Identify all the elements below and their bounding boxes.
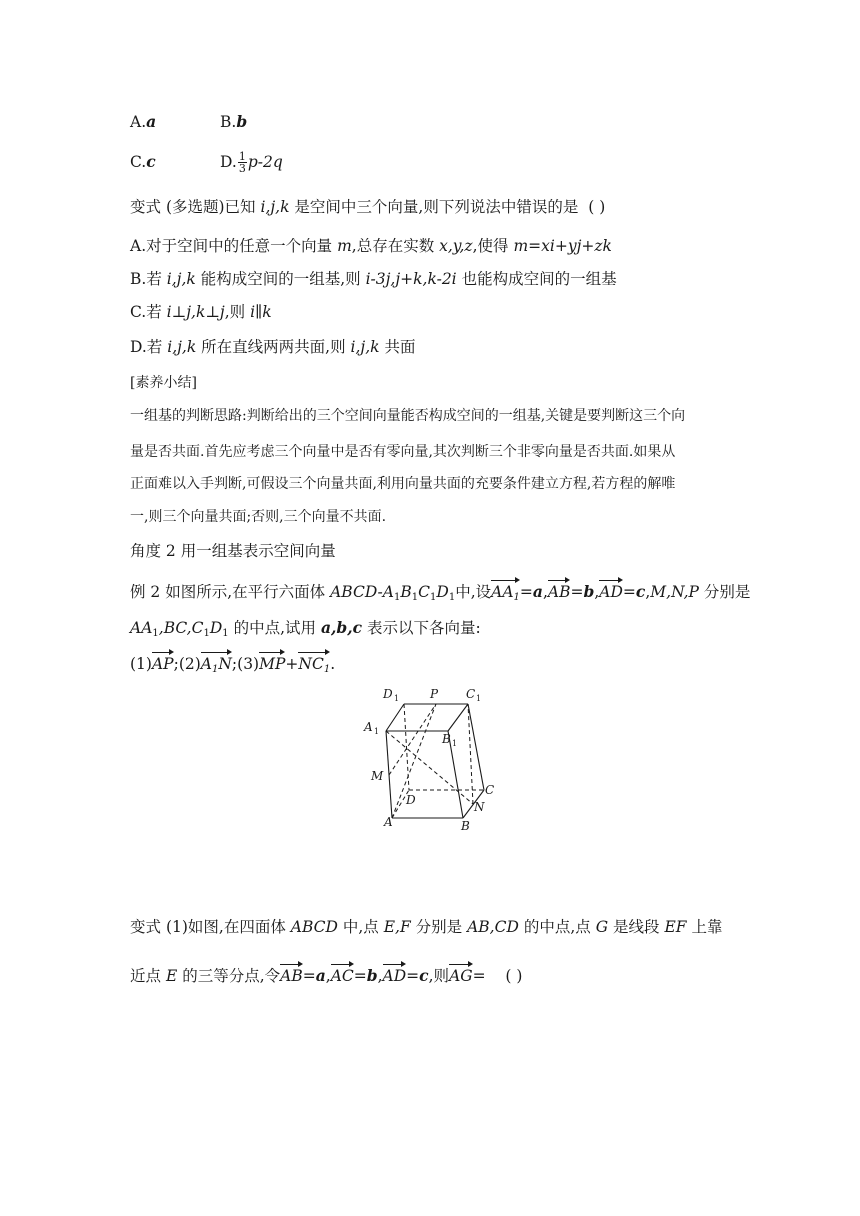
variant1-option-b: B.若 i,j,k 能构成空间的一组基,则 i-3j,j+k,k-2i 也能构成空间的一组基 — [130, 270, 617, 288]
segment-n-c1 — [468, 704, 473, 804]
variant1-stem: 变式 (多选题)已知 i,j,k 是空间中三个向量,则下列说法中错误的是 ( ) — [130, 198, 606, 216]
label-m: M — [371, 769, 384, 783]
variant2-line-1: 变式 (1)如图,在四面体 ABCD 中,点 E,F 分别是 AB,CD 的中点,点 G 是线段 EF 上靠 — [130, 918, 723, 936]
vector-mp: MP — [259, 652, 285, 674]
label-a1: A — [364, 720, 373, 734]
summary-line-3: 正面难以入手判断,可假设三个向量共面,利用向量共面的充要条件建立方程,若方程的解唯 — [130, 476, 676, 492]
label-a: A — [384, 815, 393, 829]
answer-paren: ( ) — [588, 198, 606, 216]
vector-ac: AC — [331, 964, 354, 986]
vector-nc1: $NC_1$ — [298, 652, 330, 674]
label-c1: C — [466, 687, 476, 701]
edge-c1-b1 — [448, 704, 468, 731]
segment-a-p — [392, 704, 436, 818]
example2-line-2: $AA_1,BC,C_1D_1$ 的中点,试用 a,b,c 表示以下各向量: — [130, 618, 481, 639]
edge-a1-d1 — [386, 704, 404, 731]
svg-text:1: 1 — [394, 694, 400, 703]
vector-aa1: $AA_1$ — [491, 580, 520, 602]
segment-m-p — [389, 704, 436, 775]
option-b: B.b — [220, 112, 248, 131]
vector-ab: AB — [280, 964, 303, 986]
option-d: D. $\frac{1}{3}$ p-2q — [220, 150, 283, 175]
summary-title: [素养小结] — [130, 375, 197, 391]
edge-a1-a — [386, 731, 392, 818]
variant2-line-2: 近点 E 的三等分点,令AB=a,AC=b,AD=c,则AG= ( ) — [130, 966, 523, 985]
vector-ab: AB — [548, 580, 571, 602]
label-n: N — [474, 800, 485, 814]
label-c: C — [485, 783, 495, 797]
vector-ad: AD — [383, 964, 407, 986]
label-d: D — [406, 793, 416, 807]
option-row-ab — [130, 112, 247, 132]
variant1-option-a: A.对于空间中的任意一个向量 m,总存在实数 x,y,z,使得 m=xi+yj+zk — [130, 237, 612, 255]
option-row-cd — [130, 151, 283, 174]
label-b: B — [461, 819, 470, 833]
vector-a1n: $A_1N$ — [201, 652, 232, 674]
segment-a1-n — [386, 731, 473, 804]
svg-text:1: 1 — [476, 694, 482, 703]
vector-ap: AP — [152, 652, 174, 674]
summary-line-4: 一,则三个向量共面;否则,三个向量不共面. — [130, 509, 387, 525]
svg-text:1: 1 — [374, 727, 380, 736]
example2-line-1: 例 2 如图所示,在平行六面体 ABCD-$A_1B_1C_1D_1$中,设$AA_1=a,AB=b,AD=c,M,N,P$ 分别是 — [130, 582, 751, 603]
svg-text:1: 1 — [452, 739, 458, 748]
option-c: C.c — [130, 151, 156, 171]
summary-line-2: 量是否共面.首先应考虑三个向量中是否有零向量,其次判断三个非零向量是否共面.如果从 — [130, 444, 676, 460]
variant1-option-d: D.若 i,j,k 所在直线两两共面,则 i,j,k 共面 — [130, 338, 416, 356]
answer-paren: ( ) — [505, 967, 523, 985]
label-d1: D — [383, 687, 393, 701]
vector-ad: AD — [599, 580, 623, 602]
label-b1: B — [442, 732, 451, 746]
edge-c1-c — [468, 704, 484, 790]
edge-a-d — [392, 790, 409, 818]
edge-b1-b — [448, 731, 463, 818]
example2-questions: $(1)AP;(2)A_1N;(3)MP+NC_1$. — [130, 652, 335, 674]
edge-d1-d — [404, 704, 409, 790]
variant1-option-c: C.若 i⊥j,k⊥j,则 i∥k — [130, 303, 272, 321]
vector-ag: AG — [449, 964, 473, 986]
fraction: $\frac{1}{3}$ — [238, 150, 246, 175]
label-p: P — [430, 687, 439, 701]
option-a: A.a — [130, 112, 157, 131]
section-heading: 角度 2 用一组基表示空间向量 — [130, 542, 336, 560]
summary-line-1: 一组基的判断思路:判断给出的三个空间向量能否构成空间的一组基,关键是要判断这三个向 — [130, 408, 686, 424]
edge-b-c — [463, 790, 484, 818]
